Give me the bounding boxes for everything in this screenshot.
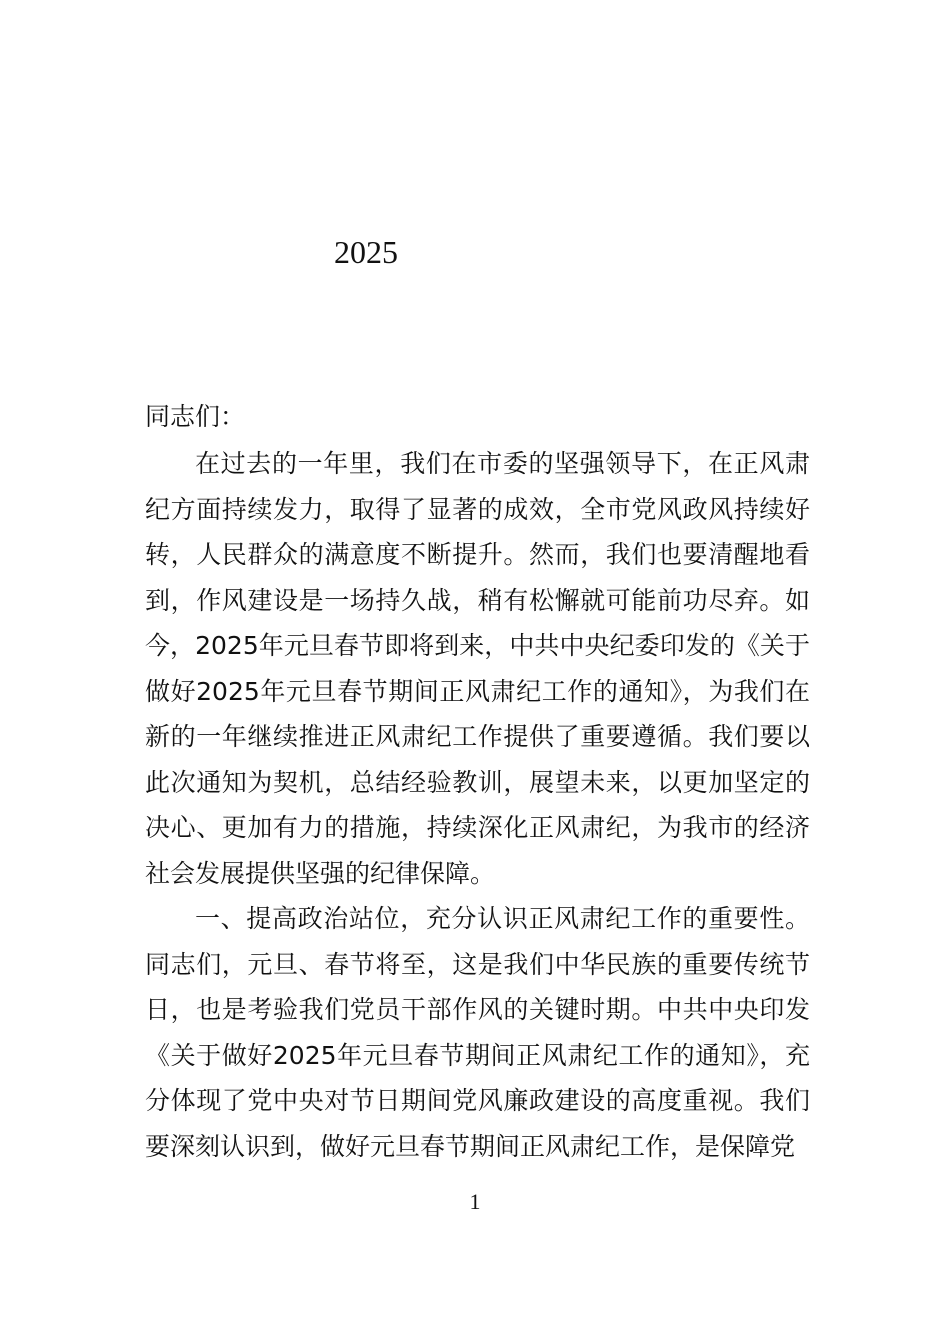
paragraph-section-one: 一、提高政治站位，充分认识正风肃纪工作的重要性。同志们，元旦、春节将至，这是我们中华民族的重要传统节日，也是考验我们党员干部作风的关键时期。中共中央印发《关于做好2025年元旦春节期间正风肃纪工作的通知》，充分体现了党中央对节日期间党风廉政建设的高度重视。我们要深刻认识到，做好元旦春节期间正风肃纪工作，是保障党: [145, 904, 810, 1161]
salutation: 同志们：: [145, 402, 246, 431]
page-number: 1: [469, 1189, 481, 1214]
paragraph-intro: 在过去的一年里，我们在市委的坚强领导下，在正风肃纪方面持续发力，取得了显著的成效，全市党风政风持续好转，人民群众的满意度不断提升。然而，我们也要清醒地看到，作风建设是一场持久战，稍有松懈就可能前功尽弃。如今，2025年元旦春节即将到来，中共中央纪委印发的《关于做好2025年元旦春节期间正风肃纪工作的通知》，为我们在新的一年继续推进正风肃纪工作提供了重要遵循。我们要以此次通知为契机，总结经验教训，展望未来，以更加坚定的决心、更加有力的措施，持续深化正风肃纪，为我市的经济社会发展提供坚强的纪律保障。: [145, 449, 810, 888]
document-body: [145, 441, 810, 1169]
document-title: 2025: [334, 234, 398, 270]
